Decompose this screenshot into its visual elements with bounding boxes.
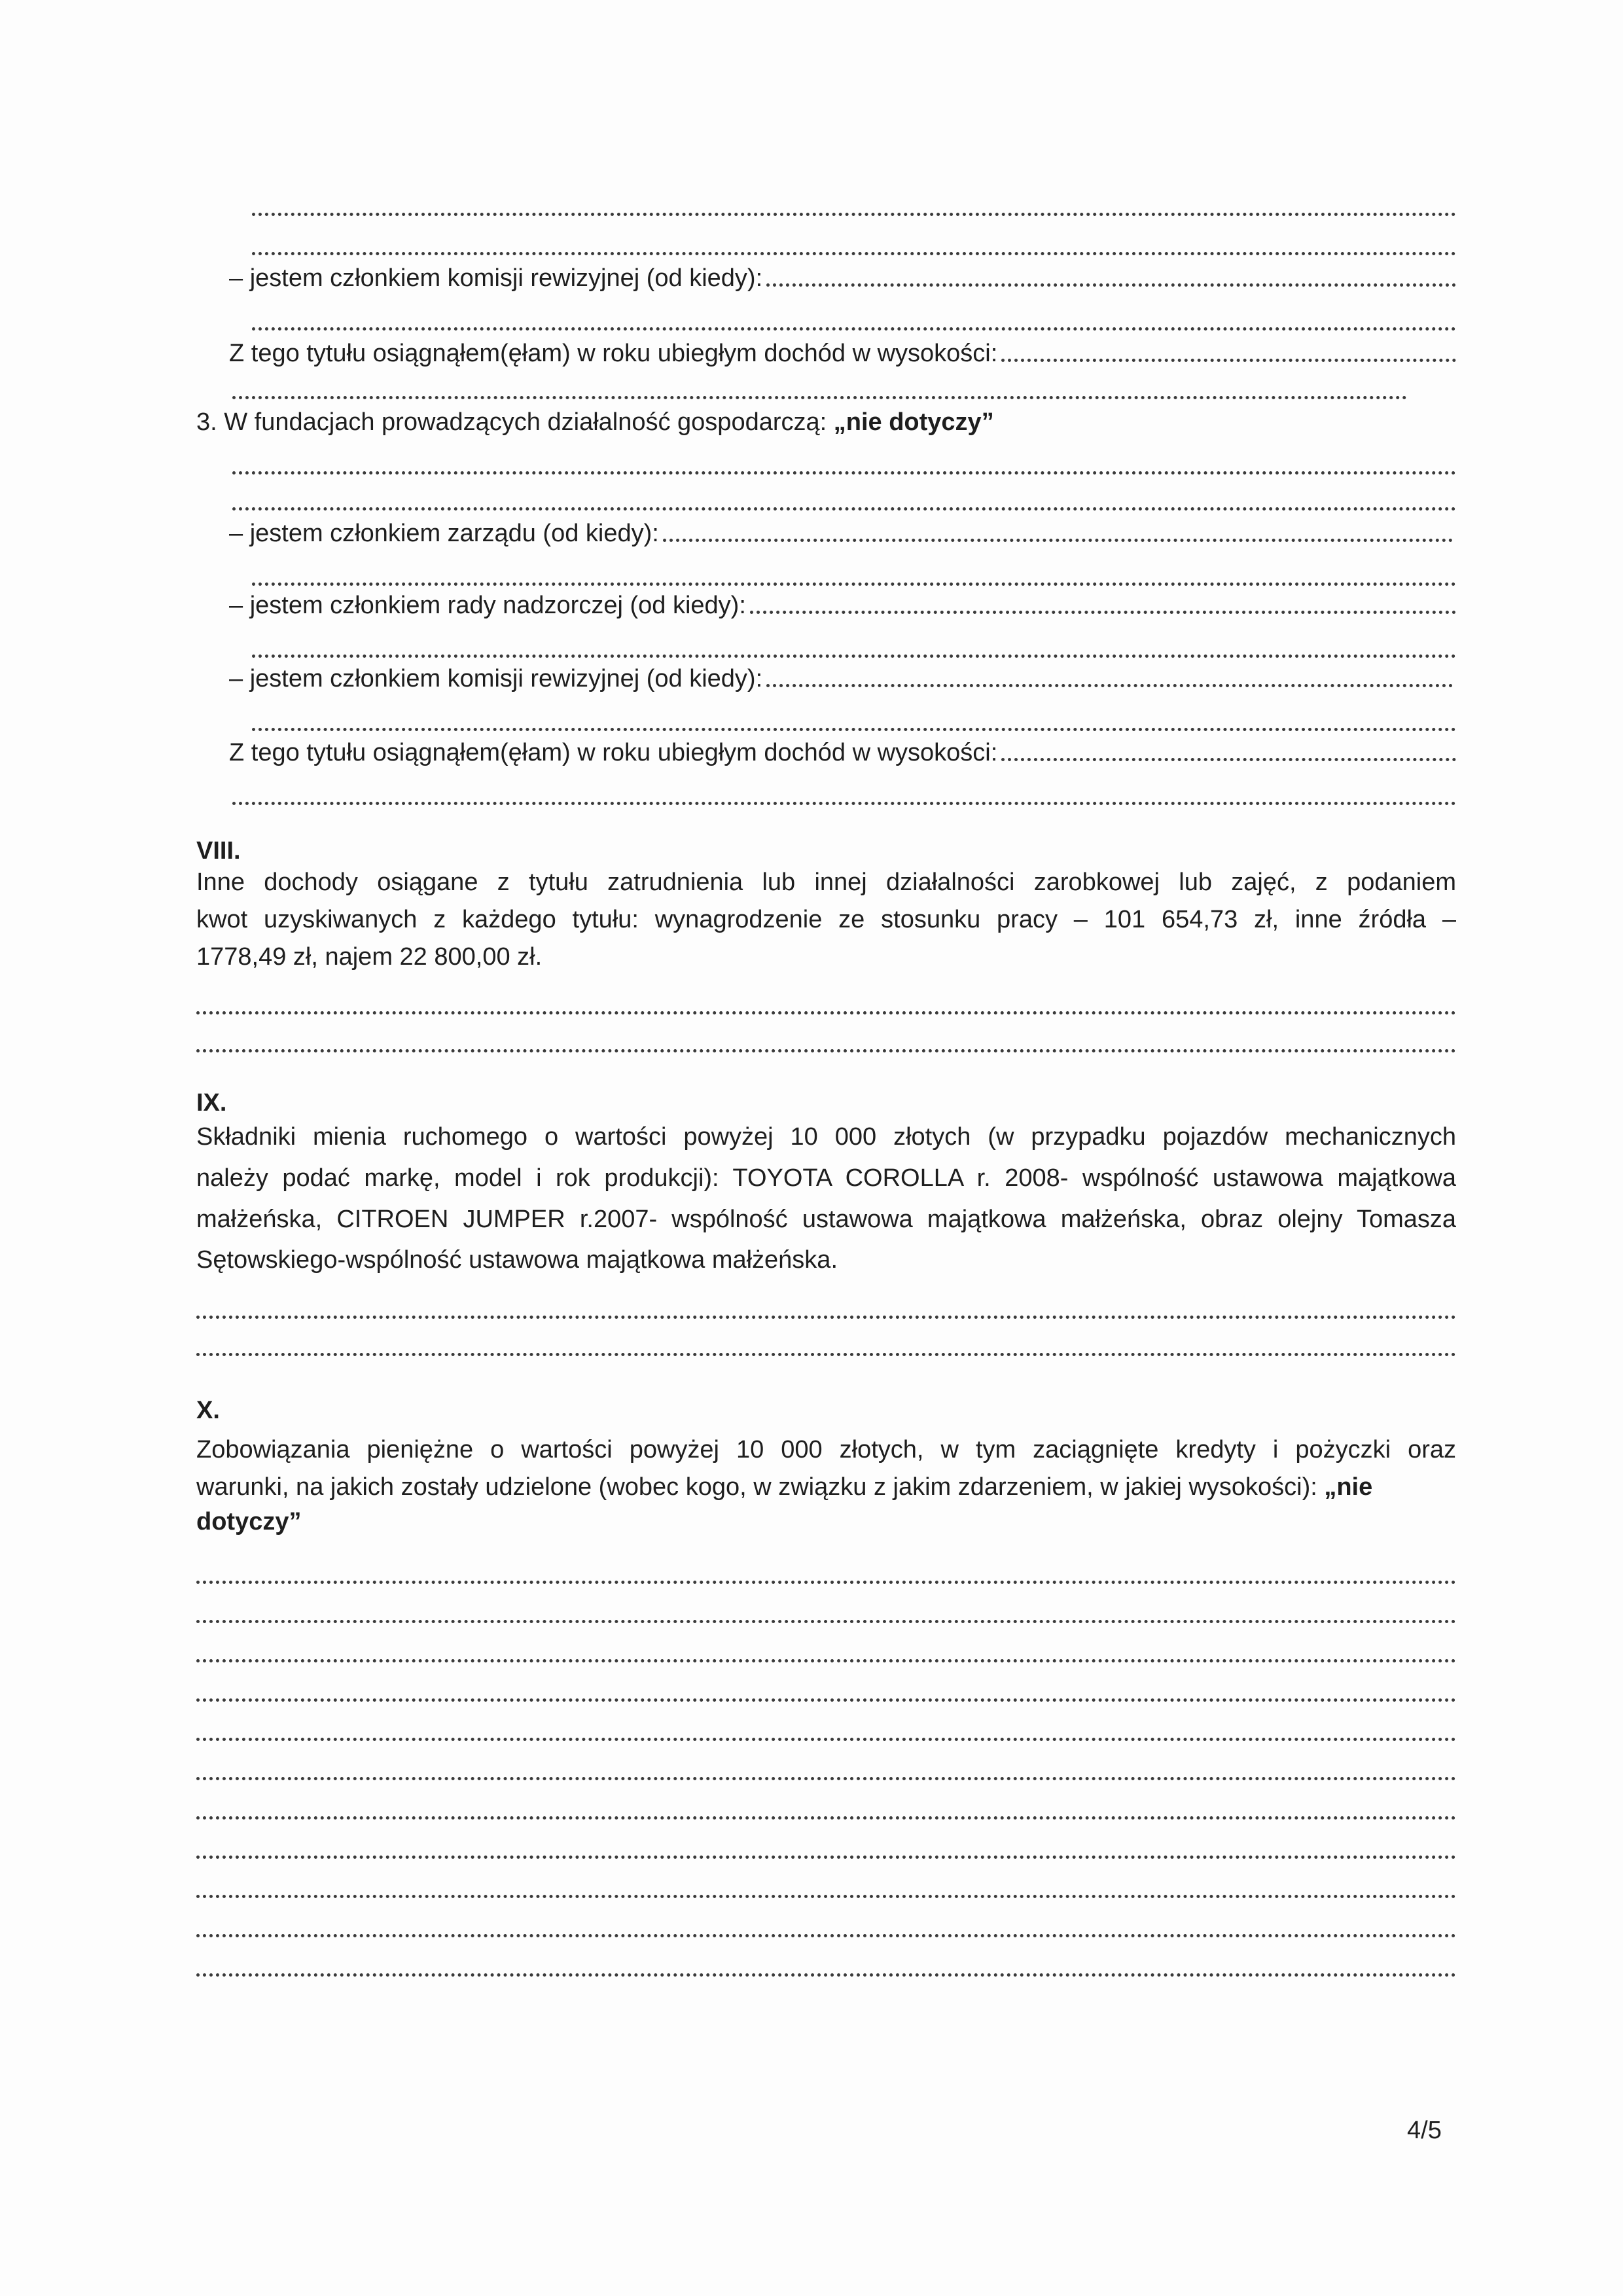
dotted-line bbox=[196, 1787, 1456, 1820]
section-ix-line-4: Sętowskiego-wspólność ustawowa majątkowa małżeńska. bbox=[196, 1246, 838, 1274]
dotted-line bbox=[196, 1669, 1456, 1702]
dotted-line bbox=[252, 223, 1456, 255]
revision-commission-line bbox=[229, 262, 1456, 295]
dotted-line bbox=[252, 183, 1456, 216]
section-viii-line-3: 1778,49 zł, najem 22 800,00 zł. bbox=[196, 943, 543, 971]
dotted-fill bbox=[1001, 758, 1456, 761]
dotted-line bbox=[196, 1590, 1456, 1623]
section-viii-line-2: kwot uzyskiwanych z każdego tytułu: wynagrodzenie ze stosunku pracy – 101 654,73 zł, inne źródła – bbox=[196, 906, 1456, 933]
section-x-line-2 bbox=[196, 1471, 1456, 1503]
section-x-heading: X. bbox=[196, 1397, 220, 1424]
income-line bbox=[229, 337, 1456, 370]
dotted-line bbox=[252, 553, 1456, 586]
dotted-line bbox=[196, 1286, 1456, 1319]
dotted-fill bbox=[663, 539, 1453, 542]
dotted-line bbox=[196, 1630, 1456, 1662]
item-3-line bbox=[196, 406, 1440, 439]
supervisory-board-line bbox=[229, 589, 1456, 622]
dotted-line bbox=[196, 1020, 1456, 1052]
dotted-line bbox=[196, 1708, 1456, 1741]
section-x-not-applicable: „nie bbox=[1324, 1473, 1373, 1501]
section-x-line-3: dotyczy” bbox=[196, 1508, 302, 1535]
dotted-fill bbox=[766, 283, 1456, 287]
supervisory-board-label: – jestem członkiem rady nadzorczej (od kiedy): bbox=[229, 592, 746, 619]
section-viii-line-1: Inne dochody osiągane z tytułu zatrudnienia lub innej działalności zarobkowej lub zajęć, z podaniem bbox=[196, 869, 1456, 896]
income-label: Z tego tytułu osiągnąłem(ęłam) w roku ubiegłym dochód w wysokości: bbox=[229, 340, 998, 367]
board-line bbox=[229, 517, 1453, 550]
section-ix-heading: IX. bbox=[196, 1089, 227, 1117]
dotted-line bbox=[232, 367, 1407, 399]
revision-commission-line-2 bbox=[229, 662, 1453, 695]
dotted-fill bbox=[1001, 359, 1456, 362]
dotted-line bbox=[196, 1826, 1456, 1859]
revision-commission-label: – jestem członkiem komisji rewizyjnej (od kiedy): bbox=[229, 264, 763, 292]
revision-commission-label-2: – jestem członkiem komisji rewizyjnej (od kiedy): bbox=[229, 665, 763, 692]
dotted-line bbox=[196, 1551, 1456, 1584]
dotted-line bbox=[196, 982, 1456, 1014]
dotted-fill bbox=[750, 611, 1456, 614]
dotted-line bbox=[232, 478, 1456, 511]
section-x-line-1: Zobowiązania pieniężne o wartości powyżej 10 000 złotych, w tym zaciągnięte kredyty i pożyczki oraz bbox=[196, 1436, 1456, 1463]
dotted-fill bbox=[766, 684, 1453, 687]
dotted-line bbox=[196, 1905, 1456, 1937]
dotted-line bbox=[232, 772, 1456, 805]
income-line-2 bbox=[229, 736, 1456, 769]
income-label-2: Z tego tytułu osiągnąłem(ęłam) w roku ubiegłym dochód w wysokości: bbox=[229, 739, 998, 766]
dotted-line bbox=[252, 298, 1456, 331]
dotted-line bbox=[196, 1748, 1456, 1780]
dotted-line bbox=[252, 625, 1456, 658]
dotted-line bbox=[196, 1944, 1456, 1977]
item-3-label: 3. W fundacjach prowadzących działalność gospodarczą: bbox=[196, 408, 834, 436]
dotted-line bbox=[196, 1323, 1456, 1356]
section-x-line-2-text: warunki, na jakich zostały udzielone (wobec kogo, w związku z jakim zdarzeniem, w jakiej wysokości): bbox=[196, 1473, 1325, 1501]
section-ix-line-2: należy podać markę, model i rok produkcji): TOYOTA COROLLA r. 2008- wspólność ustawowa majątkowa bbox=[196, 1164, 1456, 1192]
item-3-value: „nie dotyczy” bbox=[833, 408, 994, 436]
section-viii-heading: VIII. bbox=[196, 837, 241, 865]
section-ix-line-3: małżeńska, CITROEN JUMPER r.2007- wspólność ustawowa majątkowa małżeńska, obraz olejny Tomasza bbox=[196, 1206, 1456, 1233]
dotted-line bbox=[252, 698, 1456, 731]
dotted-line bbox=[232, 442, 1456, 475]
page-number: 4/5 bbox=[1407, 2117, 1442, 2144]
section-ix-line-1: Składniki mienia ruchomego o wartości powyżej 10 000 złotych (w przypadku pojazdów mechanicznych bbox=[196, 1123, 1456, 1151]
dotted-line bbox=[196, 1865, 1456, 1898]
board-label: – jestem członkiem zarządu (od kiedy): bbox=[229, 520, 659, 547]
